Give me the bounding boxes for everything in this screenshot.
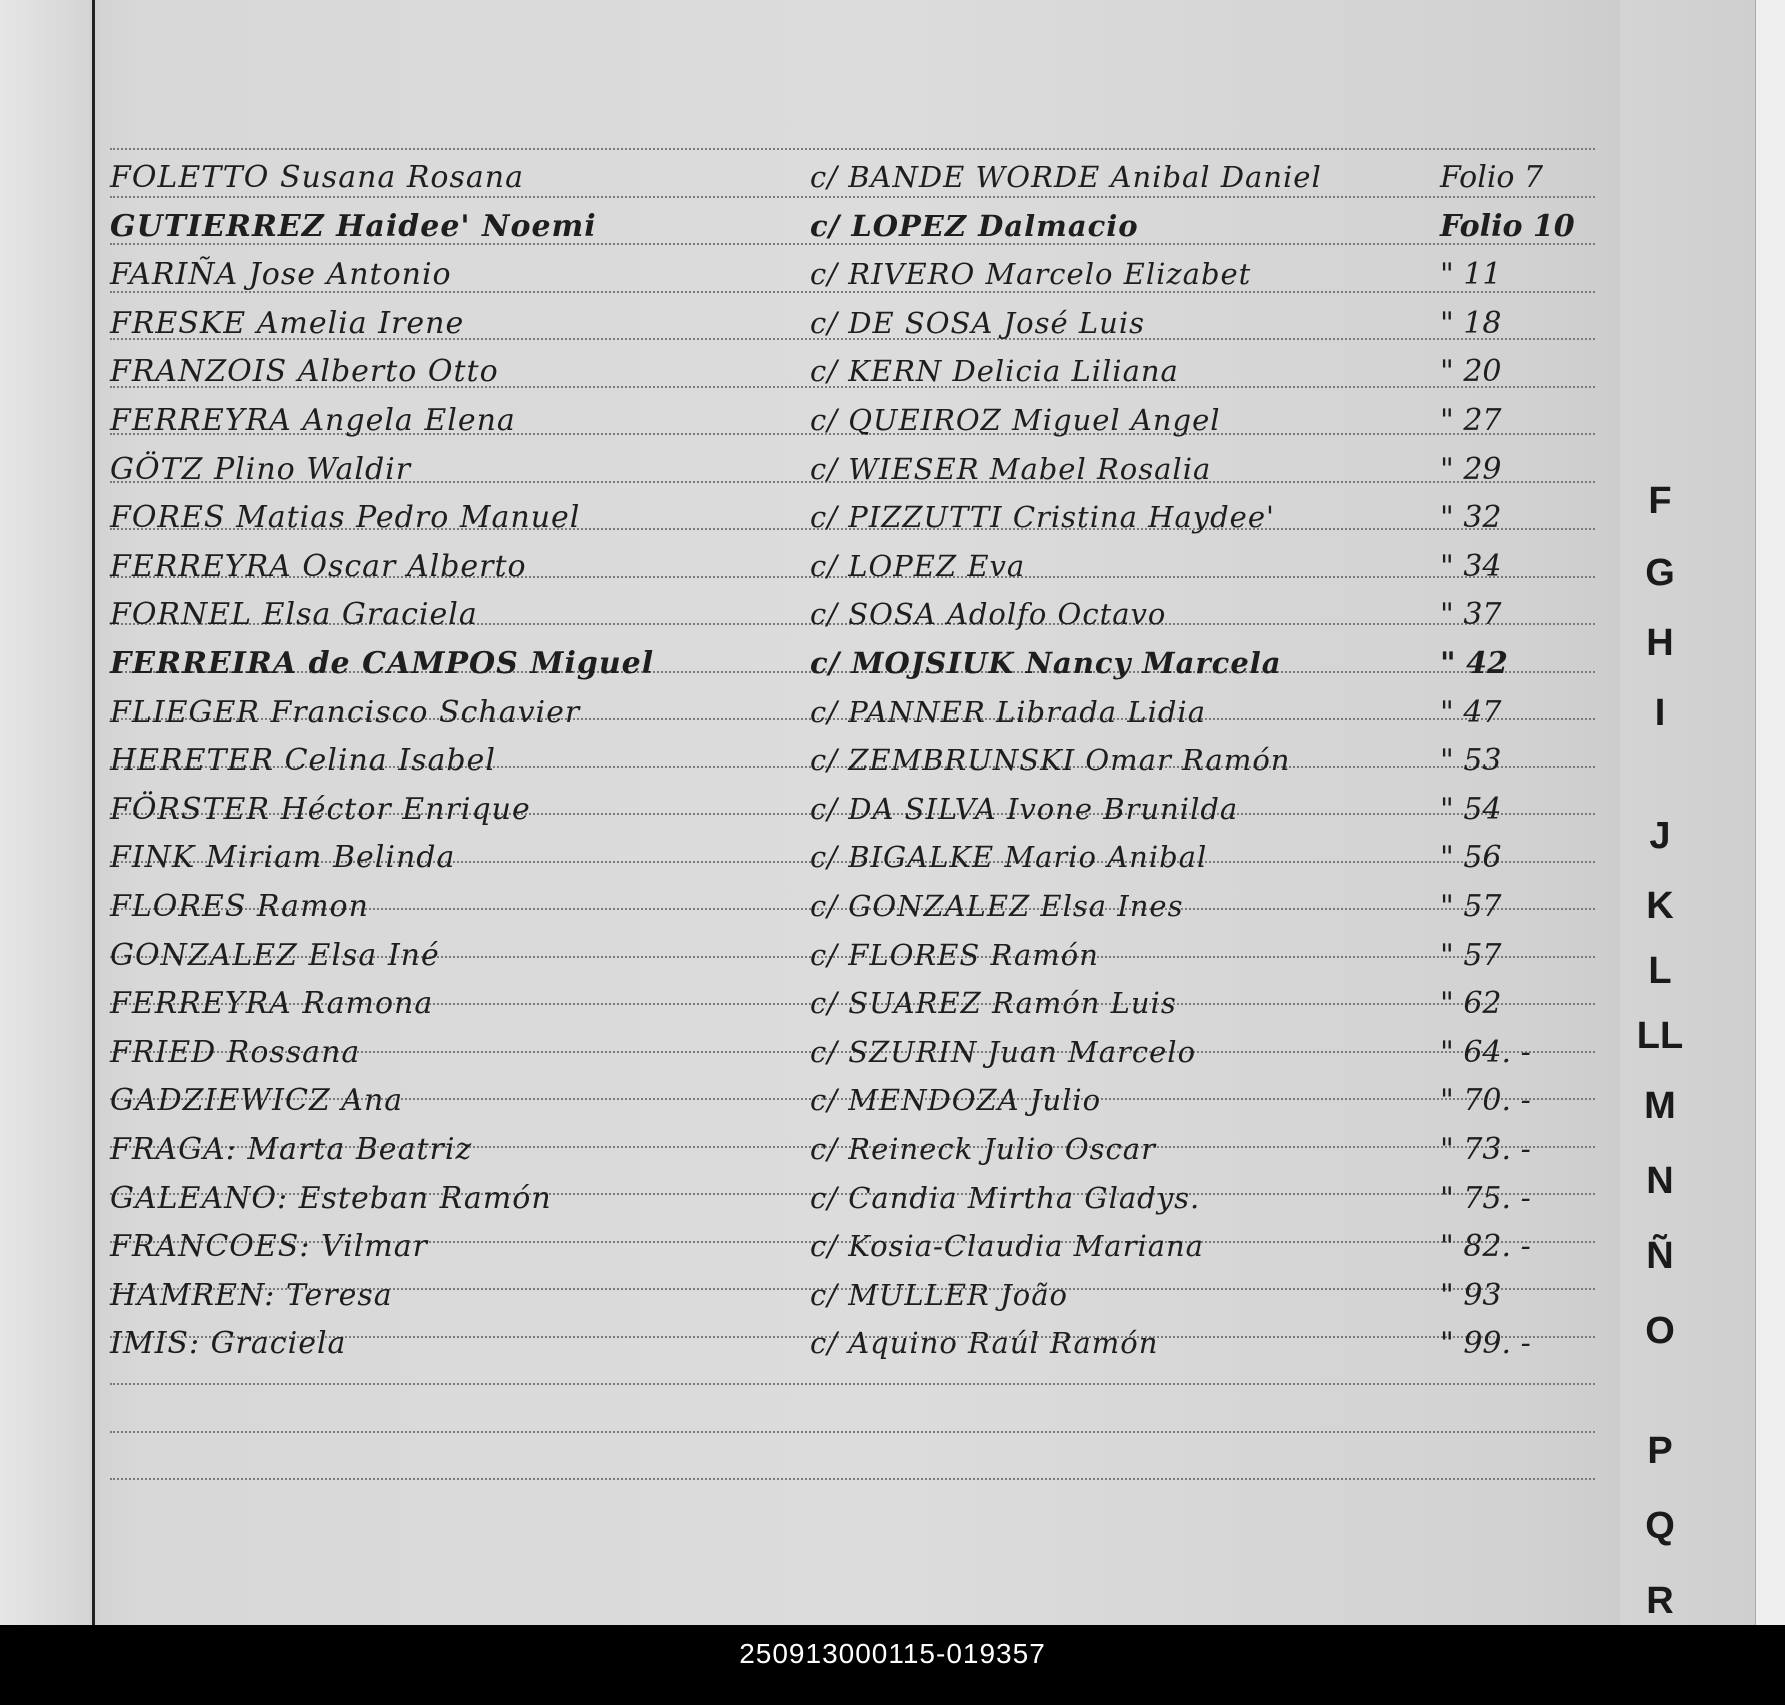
entry-folio: " 32: [1440, 500, 1502, 536]
entry-folio: " 70. -: [1440, 1083, 1531, 1119]
entry-folio: " 73. -: [1440, 1132, 1531, 1167]
entry-spouse: c/ KERN Delicia Liliana: [810, 354, 1179, 389]
register-entry: [100, 938, 1600, 986]
entry-folio: " 75. -: [1440, 1180, 1531, 1216]
entry-name: FARIÑA Jose Antonio: [110, 257, 452, 293]
register-entry: [100, 1132, 1600, 1180]
index-tab-letter[interactable]: Ñ: [1646, 1235, 1674, 1277]
entry-name: FOLETTO Susana Rosana: [110, 160, 524, 195]
entry-spouse: c/ SZURIN Juan Marcelo: [810, 1034, 1197, 1069]
entry-name: FLIEGER Francisco Schavier: [110, 694, 581, 730]
register-entry: [100, 549, 1600, 597]
entry-name: HERETER Celina Isabel: [110, 743, 496, 779]
register-entry: [100, 792, 1600, 840]
index-tab-letter[interactable]: G: [1645, 552, 1675, 594]
register-entry: [100, 500, 1600, 548]
entry-spouse: c/ Aquino Raúl Ramón: [810, 1326, 1159, 1361]
entry-name: FRAGA: Marta Beatriz: [110, 1132, 473, 1167]
entry-folio: " 11: [1440, 257, 1502, 293]
entry-spouse: c/ LOPEZ Dalmacio: [810, 208, 1139, 243]
entry-spouse: c/ Kosia-Claudia Mariana: [810, 1229, 1204, 1264]
entry-spouse: c/ RIVERO Marcelo Elizabet: [810, 257, 1252, 292]
entry-folio: " 99. -: [1440, 1326, 1531, 1362]
entry-folio: " 18: [1440, 305, 1502, 341]
entry-folio: Folio 7: [1440, 160, 1544, 195]
index-tab-letter[interactable]: Q: [1645, 1505, 1675, 1547]
index-tab-letter[interactable]: R: [1646, 1580, 1674, 1622]
register-entry: [100, 160, 1600, 208]
entry-spouse: c/ Reineck Julio Oscar: [810, 1132, 1156, 1166]
entry-folio: " 20: [1440, 354, 1502, 390]
entry-name: FRANCOES: Vilmar: [110, 1229, 428, 1265]
register-entry: [100, 1035, 1600, 1083]
entry-spouse: c/ BIGALKE Mario Anibal: [810, 840, 1208, 875]
entry-name: FRESKE Amelia Irene: [110, 305, 465, 341]
register-entry: [100, 306, 1600, 354]
entry-spouse: c/ PANNER Librada Lidia: [810, 694, 1206, 729]
index-tab-letter[interactable]: L: [1648, 950, 1672, 992]
ruled-line: [110, 148, 1595, 150]
entry-spouse: c/ PIZZUTTI Cristina Haydee': [810, 500, 1275, 535]
index-tab-letter[interactable]: N: [1646, 1160, 1674, 1202]
register-entry: [100, 1229, 1600, 1277]
entry-folio: " 62: [1440, 986, 1502, 1022]
ruled-line: [110, 1383, 1595, 1385]
entry-name: FERREIRA de CAMPOS Miguel: [110, 646, 655, 681]
index-tab-letter[interactable]: LL: [1636, 1015, 1684, 1057]
entry-spouse: c/ MULLER João: [810, 1277, 1068, 1312]
register-entry: [100, 452, 1600, 500]
entry-name: GÖTZ Plino Waldir: [110, 451, 412, 487]
entry-spouse: c/ DA SILVA Ivone Brunilda: [810, 791, 1239, 826]
entry-name: FORES Matias Pedro Manuel: [110, 500, 581, 536]
ruled-line: [110, 1478, 1595, 1480]
entry-spouse: c/ MENDOZA Julio: [810, 1083, 1102, 1118]
entry-folio: " 57: [1440, 937, 1502, 973]
index-tab-letter[interactable]: M: [1644, 1085, 1676, 1127]
page-right-edge: [1755, 0, 1785, 1625]
entry-folio: " 47: [1440, 694, 1502, 730]
entry-name: FRANZOIS Alberto Otto: [110, 354, 499, 390]
entry-folio: " 54: [1440, 791, 1502, 827]
entry-spouse: c/ DE SOSA José Luis: [810, 305, 1145, 340]
entry-folio: " 27: [1440, 403, 1502, 438]
entry-folio: Folio 10: [1440, 208, 1575, 244]
entry-spouse: c/ SOSA Adolfo Octavo: [810, 597, 1167, 632]
entry-name: GADZIEWICZ Ana: [110, 1083, 404, 1119]
index-tab-letter[interactable]: I: [1654, 692, 1666, 734]
entry-spouse: c/ SUAREZ Ramón Luis: [810, 986, 1177, 1021]
register-entry: [100, 743, 1600, 791]
entry-folio: " 56: [1440, 840, 1502, 876]
entry-name: FERREYRA Ramona: [110, 986, 434, 1022]
entry-name: FINK Miriam Belinda: [110, 840, 456, 876]
entry-spouse: c/ BANDE WORDE Anibal Daniel: [810, 160, 1322, 194]
index-tab-letter[interactable]: O: [1645, 1310, 1675, 1352]
entry-folio: " 29: [1440, 451, 1502, 487]
register-entry: [100, 840, 1600, 888]
entry-folio: " 93: [1440, 1277, 1502, 1313]
page-left-margin: [0, 0, 95, 1625]
entry-folio: " 53: [1440, 743, 1502, 779]
index-tab-letter[interactable]: H: [1646, 622, 1674, 664]
entry-name: GUTIERREZ Haidee' Noemi: [110, 208, 597, 244]
entry-folio: " 42: [1440, 646, 1508, 681]
ruled-line: [110, 1431, 1595, 1433]
entry-folio: " 34: [1440, 548, 1502, 584]
register-entry: [100, 1326, 1600, 1374]
index-tab-letter[interactable]: K: [1646, 885, 1674, 927]
register-entry: [100, 646, 1600, 694]
entry-spouse: c/ FLORES Ramón: [810, 937, 1099, 972]
index-tab-letter[interactable]: P: [1647, 1430, 1673, 1472]
register-entry: [100, 1278, 1600, 1326]
entry-folio: " 37: [1440, 597, 1502, 633]
entry-name: FÖRSTER Héctor Enrique: [110, 791, 531, 827]
entry-spouse: c/ QUEIROZ Miguel Angel: [810, 403, 1221, 437]
image-id-label: 250913000115-019357: [739, 1638, 1046, 1669]
entry-name: FERREYRA Oscar Alberto: [110, 548, 527, 584]
entry-name: FERREYRA Angela Elena: [110, 403, 516, 438]
entry-name: GALEANO: Esteban Ramón: [110, 1180, 552, 1216]
entry-name: IMIS: Graciela: [110, 1326, 347, 1362]
register-entry: [100, 597, 1600, 645]
register-entry: [100, 257, 1600, 305]
entry-spouse: c/ Candia Mirtha Gladys.: [810, 1180, 1201, 1215]
register-entry: [100, 695, 1600, 743]
entry-name: FLORES Ramon: [110, 889, 369, 924]
entry-name: FRIED Rossana: [110, 1034, 361, 1070]
entry-name: HAMREN: Teresa: [110, 1277, 393, 1313]
register-entry: [100, 986, 1600, 1034]
entry-name: FORNEL Elsa Graciela: [110, 597, 478, 633]
entry-spouse: c/ LOPEZ Eva: [810, 548, 1026, 583]
index-tab-letter[interactable]: F: [1648, 480, 1672, 522]
index-tab-letter[interactable]: J: [1649, 815, 1671, 857]
entry-spouse: c/ WIESER Mabel Rosalia: [810, 451, 1212, 486]
register-entry: [100, 209, 1600, 257]
entry-spouse: c/ GONZALEZ Elsa Ines: [810, 889, 1184, 923]
register-entry: [100, 889, 1600, 937]
register-entry: [100, 1181, 1600, 1229]
entry-folio: " 57: [1440, 889, 1502, 924]
entry-folio: " 64. -: [1440, 1034, 1531, 1070]
register-entry: [100, 1083, 1600, 1131]
entry-spouse: c/ MOJSIUK Nancy Marcela: [810, 646, 1282, 680]
register-entry: [100, 354, 1600, 402]
entry-folio: " 82. -: [1440, 1229, 1531, 1265]
register-entry: [100, 403, 1600, 451]
index-tab-strip: [1620, 0, 1755, 1625]
entry-name: GONZALEZ Elsa Iné: [110, 937, 440, 973]
entry-spouse: c/ ZEMBRUNSKI Omar Ramón: [810, 743, 1291, 778]
